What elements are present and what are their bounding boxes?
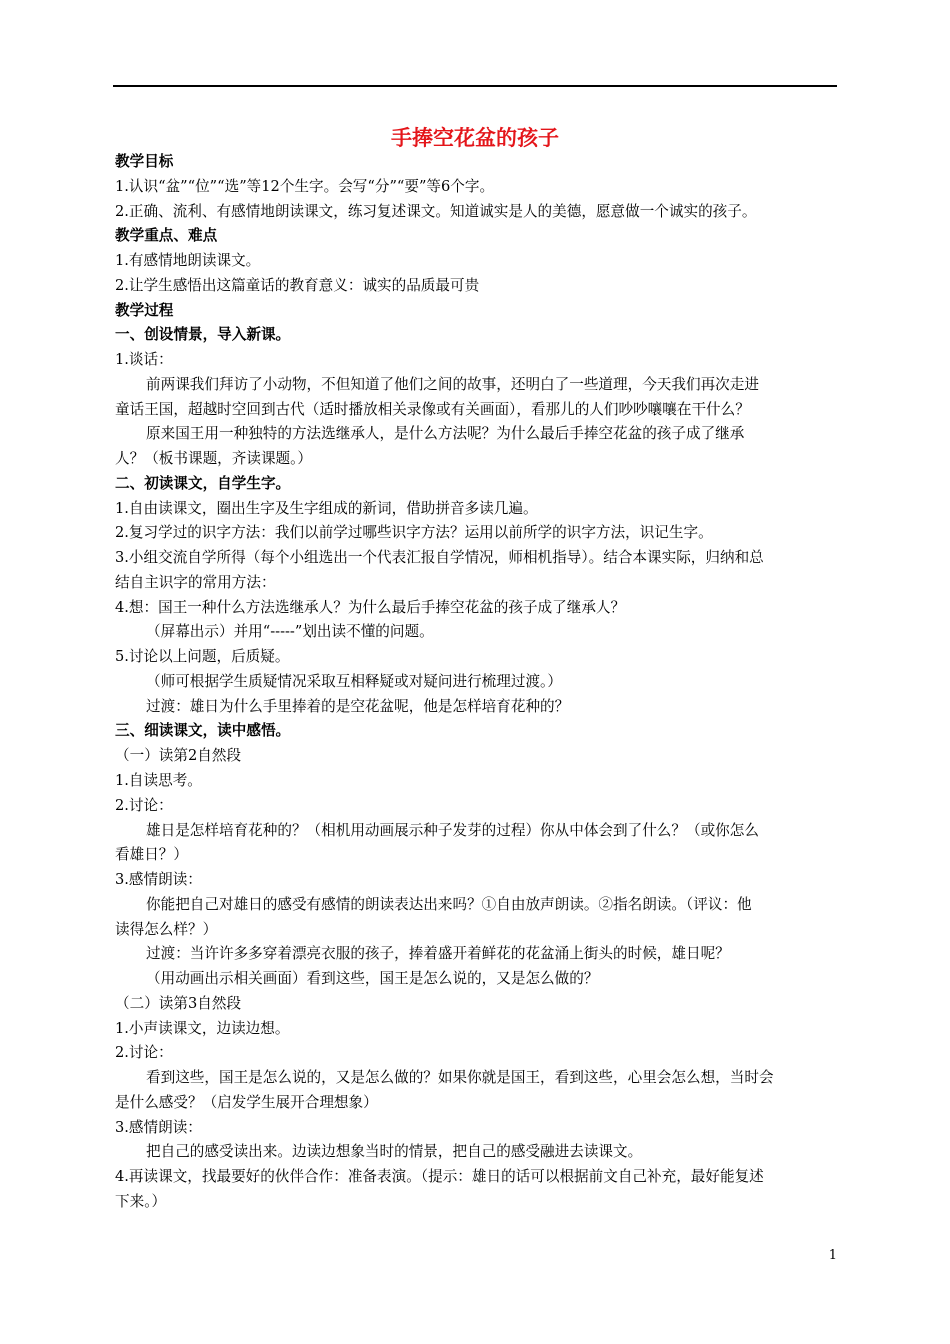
document-title: 手捧空花盆的孩子 [391, 126, 559, 150]
text-line: 雄日是怎样培育花种的？（相机用动画展示种子发芽的过程）你从中体会到了什么？（或你怎么 [146, 821, 759, 839]
text-line: 原来国王用一种独特的方法选继承人，是什么方法呢？为什么最后手捧空花盆的孩子成了继承 [146, 425, 745, 443]
text-line: 2.正确、流利、有感情地朗读课文，练习复述课文。知道诚实是人的美德，愿意做一个诚实的孩子。 [115, 202, 757, 220]
text-line: （一）读第2自然段 [115, 747, 242, 765]
text-line: （屏幕出示）并用“-----”划出读不懂的问题。 [146, 623, 434, 641]
section-heading: 二、初读课文，自学生字。 [115, 474, 291, 492]
text-line: 2.让学生感悟出这篇童话的教育意义：诚实的品质最可贵 [115, 276, 480, 294]
text-line: 看雄日？） [115, 846, 188, 864]
text-line: 4.再读课文，找最要好的伙伴合作：准备表演。（提示：雄日的话可以根据前文自己补充，最好能复述 [115, 1168, 764, 1186]
section-heading: 教学重点、难点 [115, 227, 218, 245]
text-line: 1.有感情地朗读课文。 [115, 252, 261, 270]
section-heading: 教学过程 [115, 301, 174, 319]
text-line: 3.感情朗读： [115, 871, 202, 889]
text-line: 过渡：当许许多多穿着漂亮衣服的孩子，捧着盛开着鲜花的花盆涌上街头的时候，雄日呢？ [146, 945, 730, 963]
text-line: （用动画出示相关画面）看到这些，国王是怎么说的，又是怎么做的？ [146, 970, 599, 988]
text-line: 是什么感受？（启发学生展开合理想象） [115, 1093, 378, 1111]
section-heading: 三、细读课文，读中感悟。 [115, 722, 291, 740]
text-line: 1.自由读课文，圈出生字及生字组成的新词，借助拼音多读几遍。 [115, 499, 538, 517]
text-line: 童话王国，超越时空回到古代（适时播放相关录像或有关画面），看那儿的人们吵吵嚷嚷在干什么？ [115, 400, 750, 418]
text-line: 结自主识字的常用方法： [115, 573, 276, 591]
text-line: 1.自读思考。 [115, 772, 202, 789]
text-line: 1.谈话： [115, 351, 173, 369]
text-line: 人？（板书课题，齐读课题。） [115, 450, 313, 468]
text-line: 看到这些，国王是怎么说的，又是怎么做的？如果你就是国王，看到这些，心里会怎么想，当时会 [146, 1069, 774, 1087]
text-line: 1.小声读课文，边读边想。 [115, 1019, 290, 1037]
page-number: 1 [828, 1248, 837, 1263]
text-line: 你能把自己对雄日的感受有感情的朗读表达出来吗？①自由放声朗读。②指名朗读。（评议：他 [146, 895, 752, 913]
text-line: 1.认识“盆”“位”“选”等12个生字。会写“分”“要”等6个字。 [115, 177, 495, 195]
text-line: 把自己的感受读出来。边读边想象当时的情景，把自己的感受融进去读课文。 [146, 1143, 643, 1161]
text-line: 下来。） [115, 1192, 167, 1210]
text-line: 3.小组交流自学所得（每个小组选出一个代表汇报自学情况，师相机指导）。结合本课实际，归纳和总 [115, 549, 764, 567]
text-line: 2.讨论： [115, 796, 173, 814]
text-line: 过渡：雄日为什么手里捧着的是空花盆呢，他是怎样培育花种的？ [146, 697, 570, 715]
header-rule [113, 85, 837, 87]
text-line: 4.想：国王一种什么方法选继承人？为什么最后手捧空花盆的孩子成了继承人？ [115, 598, 626, 616]
text-line: 读得怎么样？） [115, 920, 218, 938]
text-line: （师可根据学生质疑情况采取互相释疑或对疑问进行梳理过渡。） [146, 672, 562, 690]
text-line: 2.复习学过的识字方法：我们以前学过哪些识字方法？运用以前所学的识字方法，识记生字。 [115, 524, 713, 542]
text-line: （二）读第3自然段 [115, 994, 242, 1012]
text-line: 2.讨论： [115, 1044, 173, 1062]
text-line: 前两课我们拜访了小动物，不但知道了他们之间的故事，还明白了一些道理，今天我们再次走进 [146, 375, 759, 393]
section-heading: 一、创设情景，导入新课。 [115, 326, 291, 344]
section-heading: 教学目标 [115, 153, 174, 170]
text-line: 3.感情朗读： [115, 1118, 202, 1136]
text-line: 5.讨论以上问题，后质疑。 [115, 648, 290, 666]
